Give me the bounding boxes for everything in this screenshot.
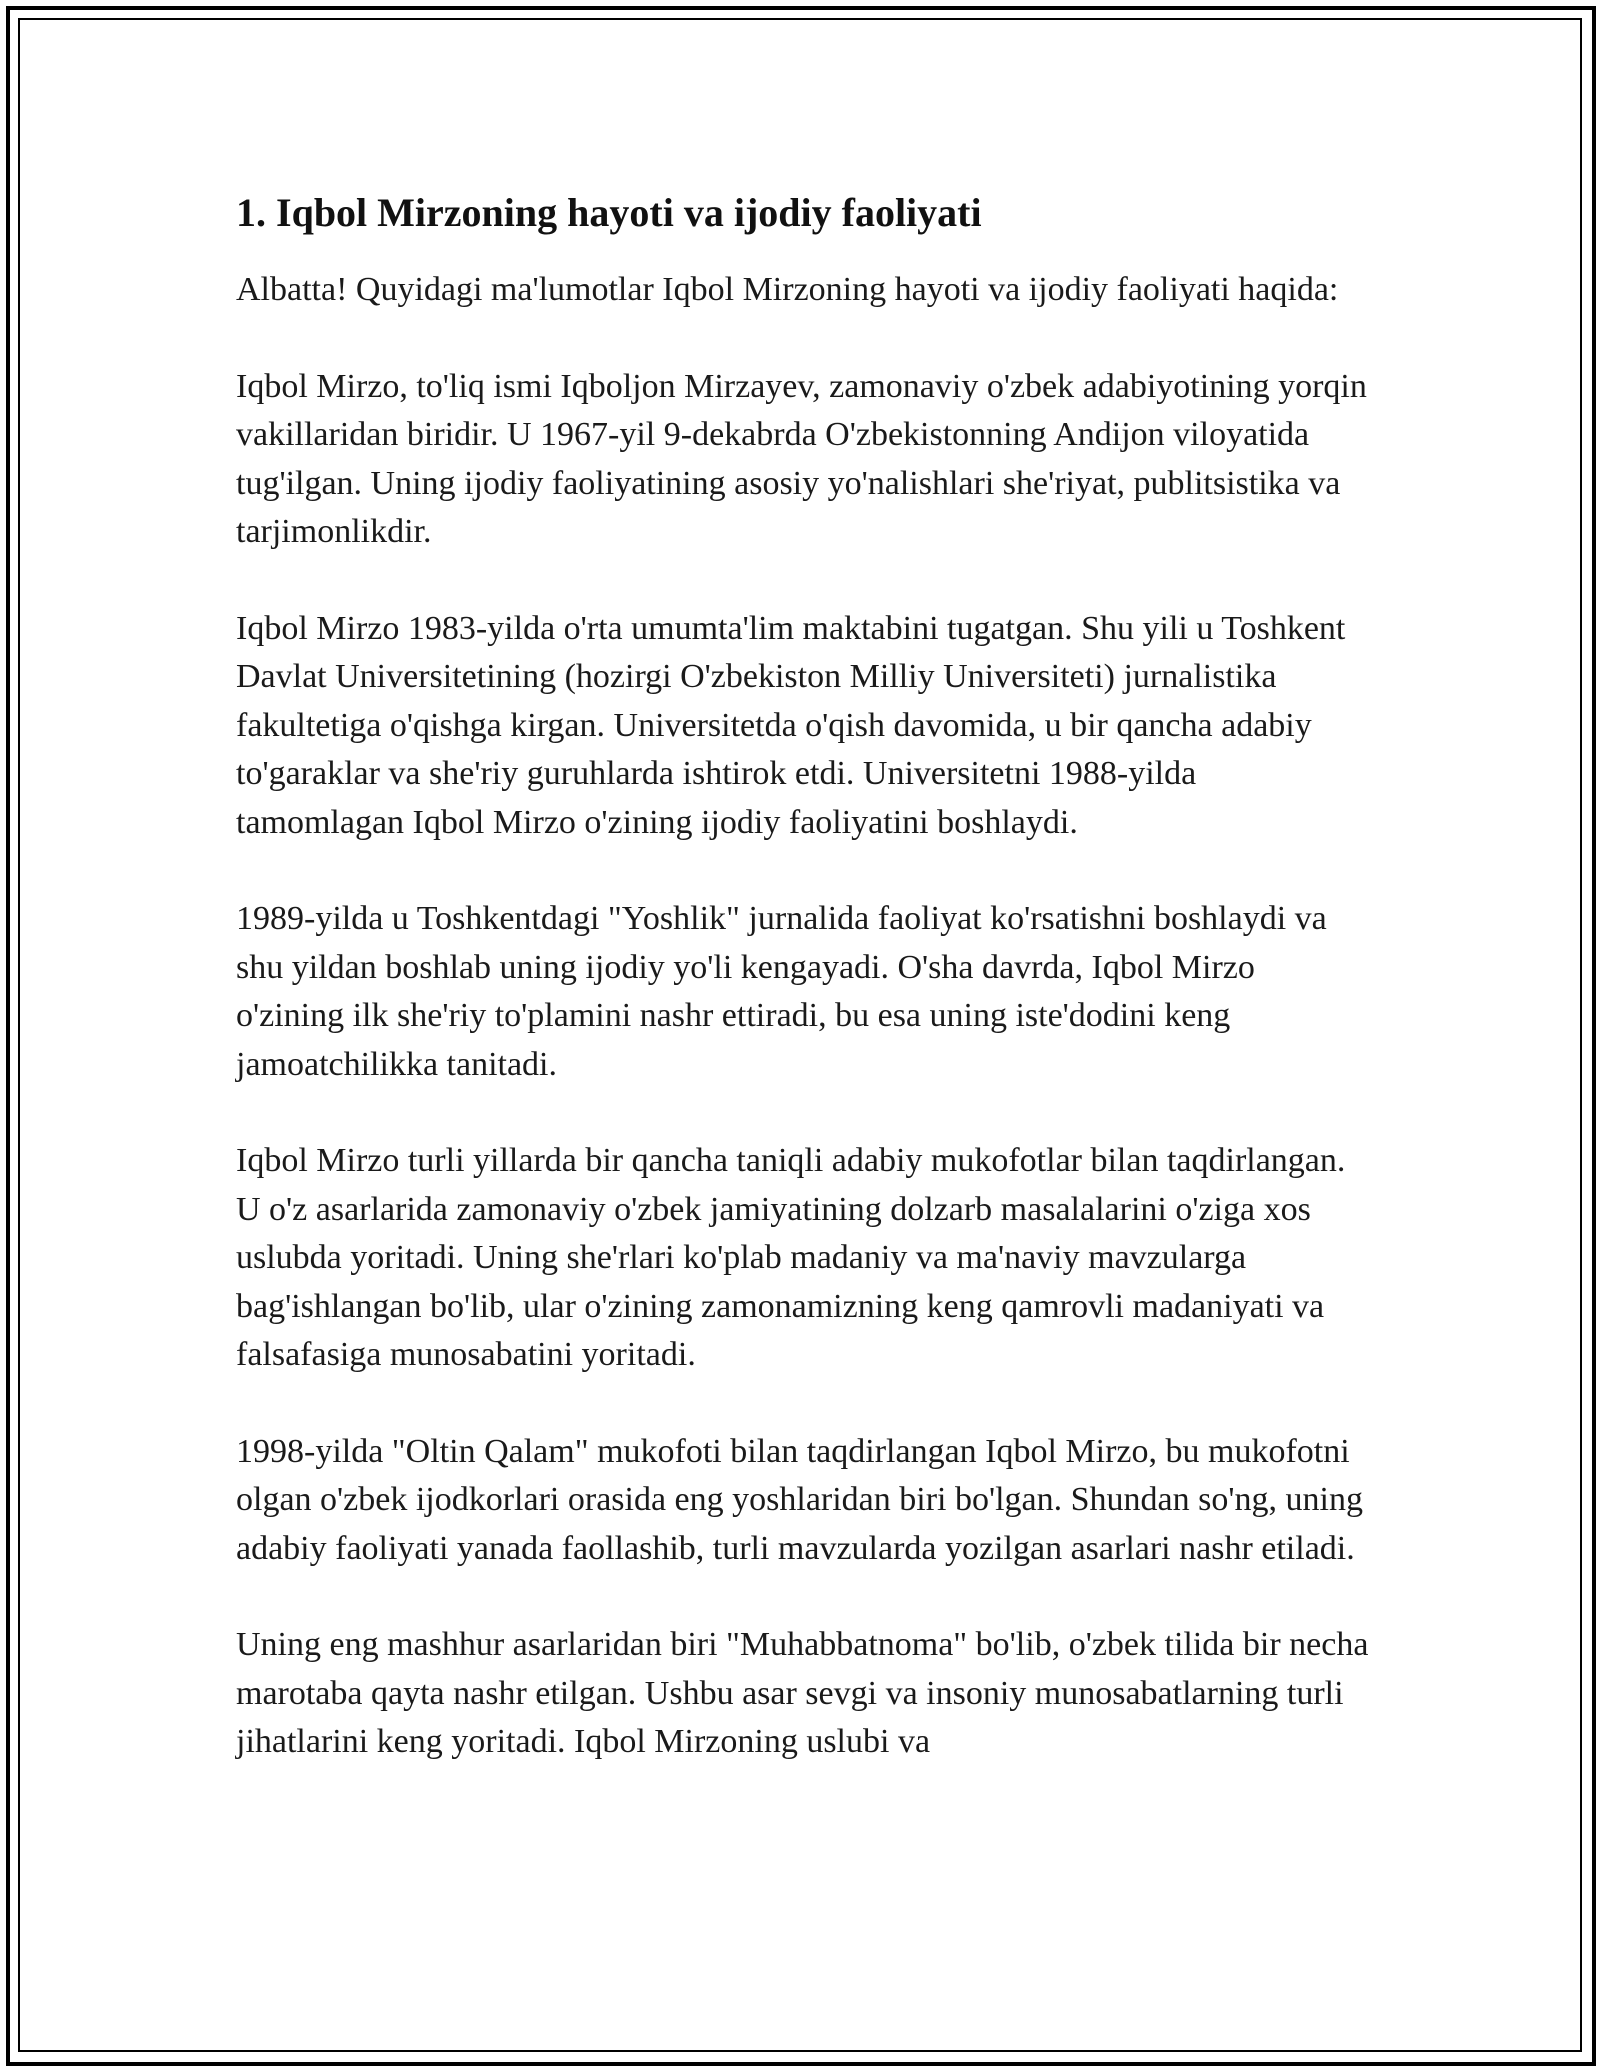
section-title: 1. Iqbol Mirzoning hayoti va ijodiy faoliyati xyxy=(236,190,982,235)
paragraph-intro: Albatta! Quyidagi ma'lumotlar Iqbol Mirzoning hayoti va ijodiy faoliyati haqida: xyxy=(236,271,1339,308)
paragraph-muhabbatnoma: Uning eng mashhur asarlaridan biri "Muhabbatnoma" bo'lib, o'zbek tilida bir necha marotaba qayta nashr etilgan. Ushbu asar sevgi va insoniy munosabatlarning turli jihatlarini keng yoritadi. Iqbol Mirzoning uslubi va xyxy=(236,1626,1369,1760)
paragraph-birth: Iqbol Mirzo, to'liq ismi Iqboljon Mirzayev, zamonaviy o'zbek adabiyotining yorqin vakillaridan biridir. U 1967-yil 9-dekabrda O'zbekistonning Andijon viloyatida tug'ilgan. Uning ijodiy faoliyatining asosiy yo'nalishlari she'riyat, publitsistika va tarjimonlikdir. xyxy=(236,367,1367,550)
paragraph-yoshlik-journal: 1989-yilda u Toshkentdagi "Yoshlik" jurnalida faoliyat ko'rsatishni boshlaydi va shu yildan boshlab uning ijodiy yo'li kengayadi. O'sha davrda, Iqbol Mirzo o'zining ilk she'riy to'plamini nashr ettiradi, bu esa uning iste'dodini keng jamoatchilikka tanitadi. xyxy=(236,900,1327,1083)
paragraph-education: Iqbol Mirzo 1983-yilda o'rta umumta'lim maktabini tugatgan. Shu yili u Toshkent Davlat Universitetining (hozirgi O'zbekiston Milliy Universiteti) jurnalistika fakultetiga o'qishga kirgan. Universitetda o'qish davomida, u bir qancha adabiy to'garaklar va she'riy guruhlarda ishtirok etdi. Universitetni 1988-yilda tamomlagan Iqbol Mirzo o'zining ijodiy faoliyatini boshlaydi. xyxy=(236,609,1346,841)
paragraph-awards: Iqbol Mirzo turli yillarda bir qancha taniqli adabiy mukofotlar bilan taqdirlangan. U o'z asarlarida zamonaviy o'zbek jamiyatining dolzarb masalalarini o'ziga xos uslubda yoritadi. Uning she'rlari ko'plab madaniy va ma'naviy mavzularga bag'ishlangan bo'lib, ular o'zining zamonamizning keng qamrovli madaniyati va falsafasiga munosabatini yoritadi. xyxy=(236,1142,1346,1373)
document-body xyxy=(236,188,1371,1815)
paragraph-oltin-qalam: 1998-yilda "Oltin Qalam" mukofoti bilan taqdirlangan Iqbol Mirzo, bu mukofotni olgan o'zbek ijodkorlari orasida eng yoshlaridan biri bo'lgan. Shundan so'ng, uning adabiy faoliyati yanada faollashib, turli mavzularda yozilgan asarlari nashr etiladi. xyxy=(236,1432,1363,1567)
